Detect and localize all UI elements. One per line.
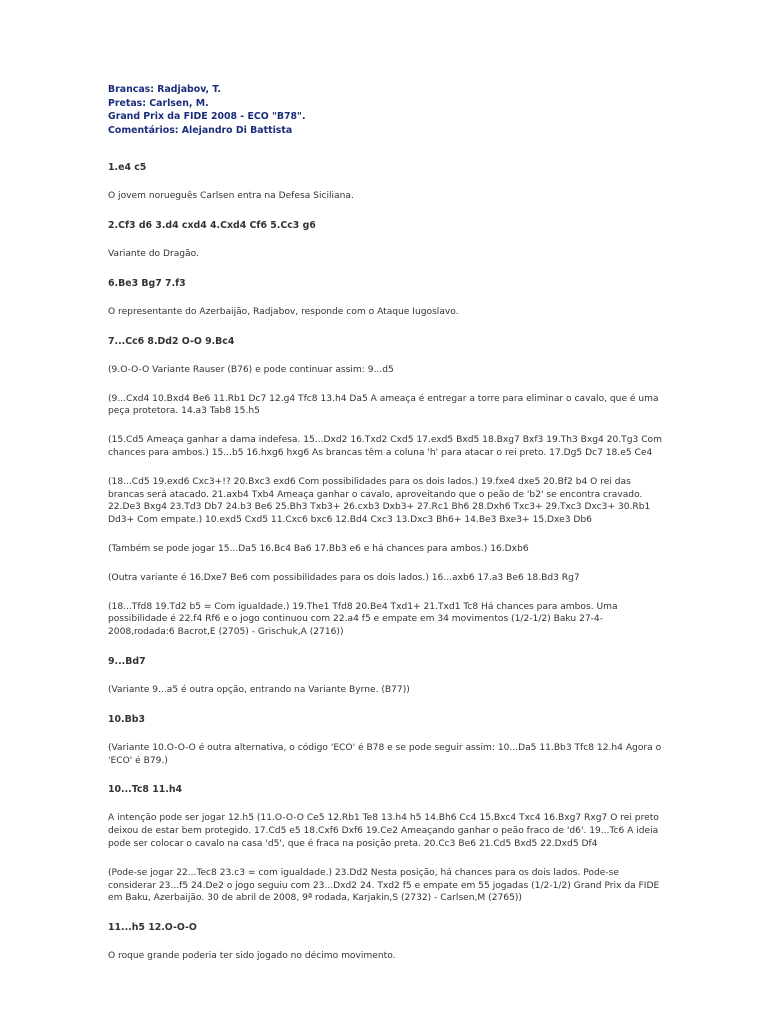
black-player: Pretas: Carlsen, M. (108, 97, 209, 109)
move-line: 10.Bb3 (108, 713, 145, 725)
commentator: Comentários: Alejandro Di Battista (108, 124, 293, 136)
move-line: 2.Cf3 d6 3.d4 cxd4 4.Cxd4 Cf6 5.Cc3 g6 (108, 220, 316, 232)
white-player: Brancas: Radjabov, T. (108, 84, 221, 95)
commentary-paragraph: (15.Cd5 Ameaça ganhar a dama indefesa. 15...Dxd2 16.Txd2 Cxd5 17.exd5 Bxd5 18.Bxg7 Bxf3 19.Th3 Bxg4 20.Tg3 Com chances para ambos.) 15...b5 16.hxg6 hxg6 As brancas têm a coluna 'h' para atacar o rei preto. 17.Dg5 Dc7 18.e5 Ce4 (108, 435, 662, 458)
commentary-paragraph: (18...Cd5 19.exd6 Cxc3+!? 20.Bxc3 exd6 Com possibilidades para os dois lados.) 19.fxe4 dxe5 20.Bf2 b4 O rei das brancas será atacado. 21.axb4 Txb4 Ameaça ganhar o cavalo, aproveitando que o peão de 'b2' se encontra cravado. 22.De3 Bxg4 23.Td3 Db7 24.b3 Be6 25.Bh3 Txb3+ 26.cxb3 Dxb3+ 27.Rc1 Bh6 28.Dxh6 Txc3+ 29.Txc3 Dxc3+ 30.Rb1 Dd3+ Com empate.) 10.exd5 Cxd5 11.Cxc6 bxc6 12.Bd4 Cxc3 13.Dxc3 Bh6+ 14.Be3 Bxe3+ 15.Dxe3 Db6 (108, 476, 651, 526)
move-line: 11...h5 12.O-O-O (108, 922, 197, 934)
move-line: 10...Tc8 11.h4 (108, 784, 183, 796)
commentary-paragraph: (Também se pode jogar 15...Da5 16.Bc4 Ba6 17.Bb3 e6 e há chances para ambos.) 16.Dxb6 (108, 543, 529, 554)
commentary-paragraph: O representante do Azerbaijão, Radjabov, responde com o Ataque Iugoslavo. (108, 306, 459, 317)
commentary-paragraph: (Outra variante é 16.Dxe7 Be6 com possibilidades para os dois lados.) 16...axb6 17.a3 Be6 18.Bd3 Rg7 (108, 572, 580, 583)
commentary-paragraph: (Variante 9...a5 é outra opção, entrando na Variante Byrne. (B77)) (108, 684, 410, 695)
event-title: Grand Prix da FIDE 2008 - ECO "B78". (108, 111, 306, 123)
commentary-paragraph: (Pode-se jogar 22...Tec8 23.c3 = com igualdade.) 23.Dd2 Nesta posição, há chances para os dois lados. Pode-se considerar 23...f5 24.De2 o jogo seguiu com 23...Dxd2 24. Txd2 f5 e empate em 55 jogadas (1/2-1/2) Grand Prix da FIDE em Baku, Azerbaijão. 30 de abril de 2008, 9ª rodada, Karjakin,S (2732) - Carlsen,M (2765)) (108, 867, 660, 904)
move-line: 1.e4 c5 (108, 162, 147, 174)
move-line: 9...Bd7 (108, 655, 146, 667)
document-page (108, 83, 668, 979)
game-annotations (108, 161, 668, 963)
commentary-paragraph: A intenção pode ser jogar 12.h5 (11.O-O-O Ce5 12.Rb1 Te8 13.h4 h5 14.Bh6 Cc4 15.Bxc4 Txc4 16.Bxg7 Rxg7 O rei preto deixou de estar bem protegido. 17.Cd5 e5 18.Cxf6 Dxf6 19.Ce2 Ameaçando ganhar o peão fraco de 'd6'. 19...Tc6 A ideia pode ser colocar o cavalo na casa 'd5', que é fraca na posição preta. 20.Cc3 Be6 21.Cd5 Bxd5 22.Dxd5 Df4 (108, 813, 659, 849)
commentary-paragraph: O roque grande poderia ter sido jogado no décimo movimento. (108, 951, 396, 962)
commentary-paragraph: (9.O-O-O Variante Rauser (B76) e pode continuar assim: 9...d5 (108, 364, 394, 375)
commentary-paragraph: O jovem norueguês Carlsen entra na Defesa Siciliana. (108, 191, 354, 202)
move-line: 6.Be3 Bg7 7.f3 (108, 277, 186, 289)
commentary-paragraph: (18...Tfd8 19.Td2 b5 = Com igualdade.) 19.The1 Tfd8 20.Be4 Txd1+ 21.Txd1 Tc8 Há chances para ambos. Uma possibilidade é 22.f4 Rf6 e o jogo continuou com 22.a4 f5 e empate em 34 movimentos (1/2-1/2) Baku 27-4-2008,rodada:6 Bacrot,E (2705) - Grischuk,A (2716)) (108, 601, 618, 638)
commentary-paragraph: Variante do Dragão. (108, 249, 199, 260)
game-header (108, 83, 668, 137)
commentary-paragraph: (9...Cxd4 10.Bxd4 Be6 11.Rb1 Dc7 12.g4 Tfc8 13.h4 Da5 A ameaça é entregar a torre para eliminar o cavalo, que é uma peça protetora. 14.a3 Tab8 15.h5 (108, 393, 659, 417)
commentary-paragraph: (Variante 10.O-O-O é outra alternativa, o código 'ECO' é B78 e se pode seguir assim: 10...Da5 11.Bb3 Tfc8 12.h4 Agora o 'ECO' é B79.) (108, 742, 662, 766)
move-line: 7...Cc6 8.Dd2 O-O 9.Bc4 (108, 335, 235, 347)
